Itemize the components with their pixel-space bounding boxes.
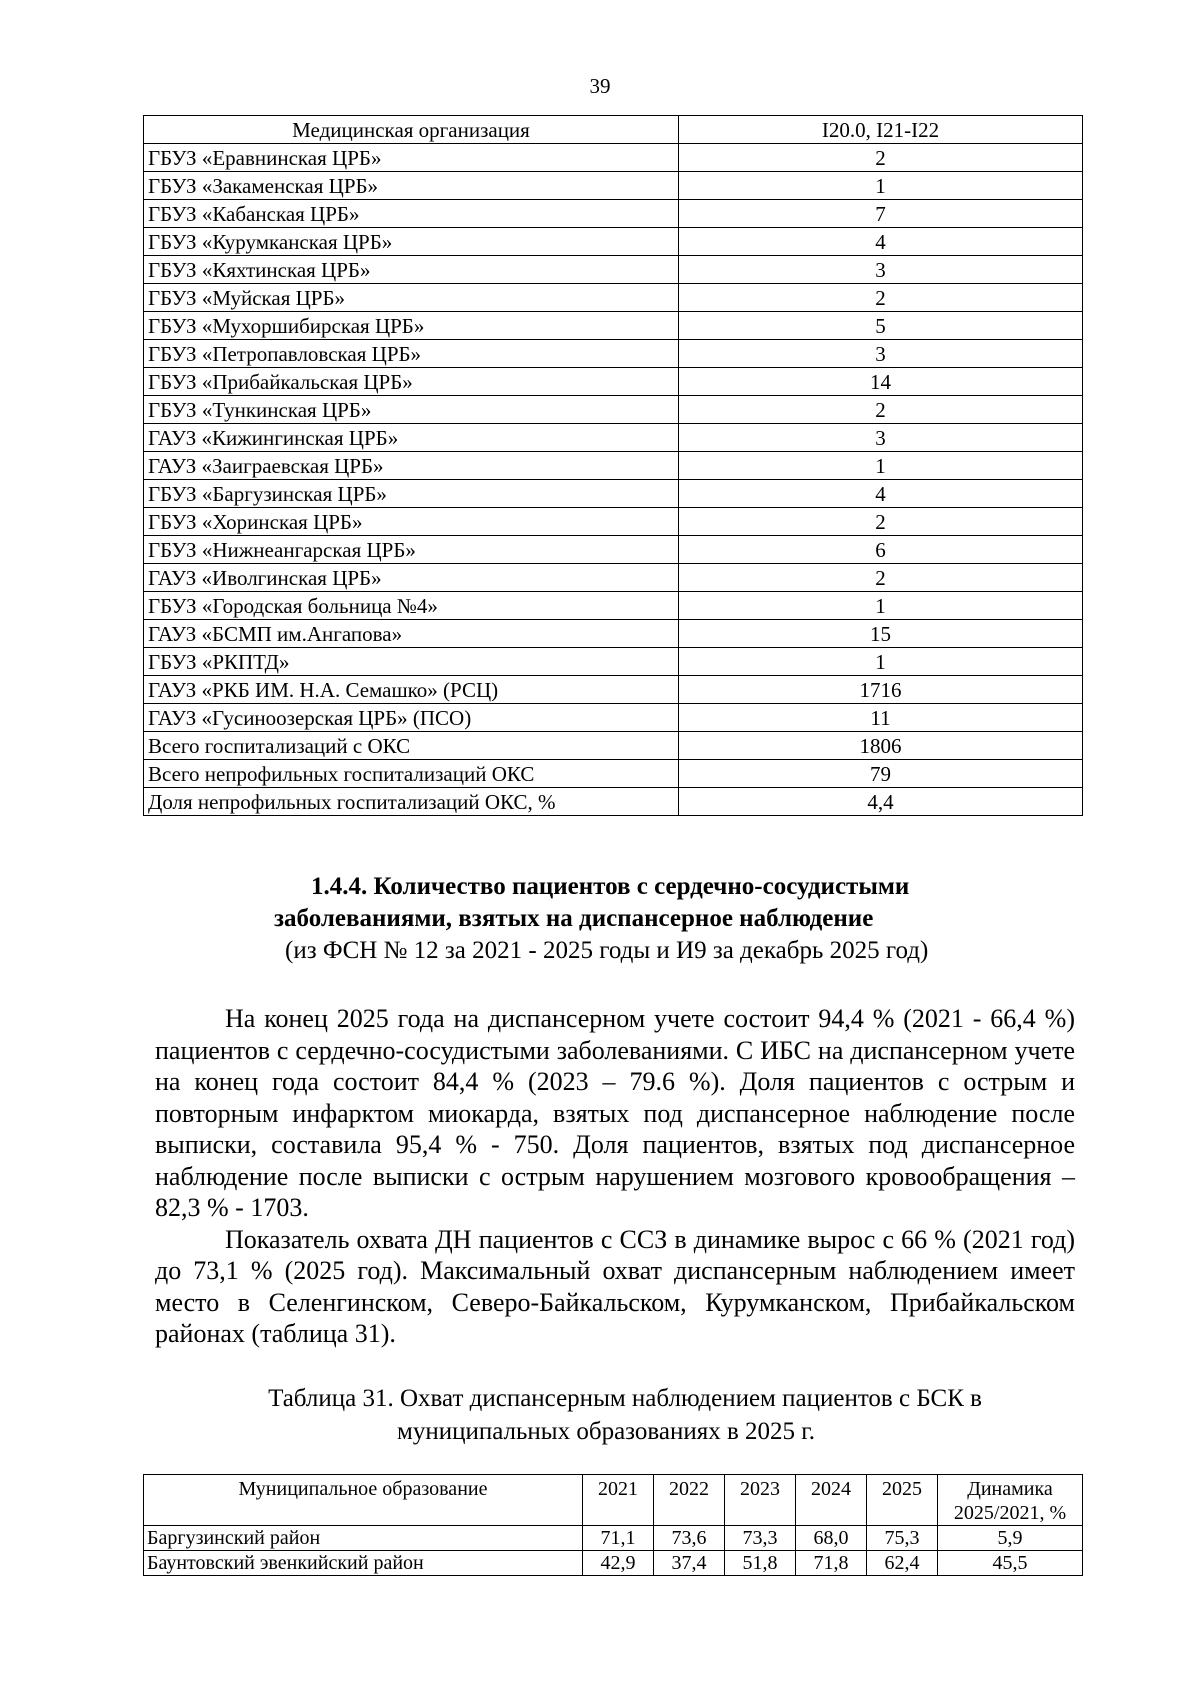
table-caption bbox=[0, 1382, 1200, 1448]
section-heading-line2: заболеваниями, взятых на диспансерное наблюдение bbox=[274, 905, 874, 932]
paragraph: Показатель охвата ДН пациентов с ССЗ в динамике вырос с 66 % (2021 год) до 73,1 % (2025 год). Максимальный охват диспансерным наблюдением имеет место в Селенгинском, Северо-Байкальском, Курумканском, Прибайкальском районах (таблица 31). bbox=[155, 1224, 1075, 1348]
table-row bbox=[144, 340, 1083, 368]
count-cell: 2 bbox=[679, 144, 1083, 172]
organization-cell: ГБУЗ «Кабанская ЦРБ» bbox=[144, 200, 679, 228]
count-cell: 4 bbox=[679, 228, 1083, 256]
table-caption-line2: муниципальных образованиях в 2025 г. bbox=[397, 1418, 815, 1445]
table-row bbox=[144, 1551, 1083, 1576]
count-cell: 3 bbox=[679, 340, 1083, 368]
page-number: 39 bbox=[589, 74, 611, 98]
column-header-organization: Медицинская организация bbox=[144, 116, 679, 144]
value-cell: 71,8 bbox=[796, 1551, 867, 1576]
column-header-2023: 2023 bbox=[725, 1475, 796, 1526]
value-cell: 71,1 bbox=[583, 1526, 654, 1551]
count-cell: 3 bbox=[679, 424, 1083, 452]
hospitalization-table bbox=[143, 115, 1083, 816]
table-row bbox=[144, 1526, 1083, 1551]
column-header-2024: 2024 bbox=[796, 1475, 867, 1526]
count-cell: 4 bbox=[679, 480, 1083, 508]
count-cell: 2 bbox=[679, 284, 1083, 312]
table-row bbox=[144, 396, 1083, 424]
table-row bbox=[144, 788, 1083, 816]
section-heading-line1: 1.4.4. Количество пациентов с сердечно-сосудистыми bbox=[311, 873, 910, 900]
count-cell: 2 bbox=[679, 396, 1083, 424]
organization-cell: ГБУЗ «Нижнеангарская ЦРБ» bbox=[144, 536, 679, 564]
column-header-2025: 2025 bbox=[867, 1475, 938, 1526]
municipality-cell: Баргузинский район bbox=[144, 1526, 583, 1551]
organization-cell: ГАУЗ «Иволгинская ЦРБ» bbox=[144, 564, 679, 592]
table-row bbox=[144, 228, 1083, 256]
count-cell: 14 bbox=[679, 368, 1083, 396]
table-row bbox=[144, 592, 1083, 620]
count-cell: 2 bbox=[679, 564, 1083, 592]
organization-cell: ГБУЗ «Тункинская ЦРБ» bbox=[144, 396, 679, 424]
paragraph: На конец 2025 года на диспансерном учете состоит 94,4 % (2021 - 66,4 %) пациентов с сердечно-сосудистыми заболеваниями. С ИБС на диспансерном учете на конец года состоит 84,4 % (2023 – 79.6 %). Доля пациентов с острым и повторным инфарктом миокарда, взятых под диспансерное наблюдение после выписки, составила 95,4 % - 750. Доля пациентов, взятых под диспансерное наблюдение после выписки с острым нарушением мозгового кровообращения – 82,3 % - 1703. bbox=[155, 1004, 1075, 1222]
count-cell: 1 bbox=[679, 172, 1083, 200]
count-cell: 1 bbox=[679, 648, 1083, 676]
table-row bbox=[144, 284, 1083, 312]
organization-cell: ГБУЗ «Еравнинская ЦРБ» bbox=[144, 144, 679, 172]
column-header-2022: 2022 bbox=[654, 1475, 725, 1526]
organization-cell: Доля непрофильных госпитализаций ОКС, % bbox=[144, 788, 679, 816]
organization-cell: ГБУЗ «Городская больница №4» bbox=[144, 592, 679, 620]
table-row bbox=[144, 620, 1083, 648]
table-row bbox=[144, 172, 1083, 200]
organization-cell: ГБУЗ «Курумканская ЦРБ» bbox=[144, 228, 679, 256]
organization-cell: ГАУЗ «Гусиноозерская ЦРБ» (ПСО) bbox=[144, 704, 679, 732]
table-row bbox=[144, 256, 1083, 284]
municipality-cell: Баунтовский эвенкийский район bbox=[144, 1551, 583, 1576]
table-row bbox=[144, 144, 1083, 172]
table-caption-line1: Таблица 31. Охват диспансерным наблюдением пациентов с БСК в bbox=[268, 1385, 982, 1412]
count-cell: 1 bbox=[679, 452, 1083, 480]
organization-cell: ГБУЗ «Хоринская ЦРБ» bbox=[144, 508, 679, 536]
organization-cell: ГБУЗ «Муйская ЦРБ» bbox=[144, 284, 679, 312]
table-row bbox=[144, 452, 1083, 480]
value-cell: 51,8 bbox=[725, 1551, 796, 1576]
column-header-2021: 2021 bbox=[583, 1475, 654, 1526]
organization-cell: ГБУЗ «Закаменская ЦРБ» bbox=[144, 172, 679, 200]
organization-cell: ГАУЗ «Кижингинская ЦРБ» bbox=[144, 424, 679, 452]
organization-cell: ГАУЗ «БСМП им.Ангапова» bbox=[144, 620, 679, 648]
table-row bbox=[144, 536, 1083, 564]
value-cell: 73,3 bbox=[725, 1526, 796, 1551]
organization-cell: ГБУЗ «Прибайкальская ЦРБ» bbox=[144, 368, 679, 396]
table-row bbox=[144, 704, 1083, 732]
table-row bbox=[144, 312, 1083, 340]
value-cell: 62,4 bbox=[867, 1551, 938, 1576]
value-cell: 42,9 bbox=[583, 1551, 654, 1576]
table-header-row bbox=[144, 1475, 1083, 1526]
count-cell: 1716 bbox=[679, 676, 1083, 704]
table-row bbox=[144, 424, 1083, 452]
value-cell: 73,6 bbox=[654, 1526, 725, 1551]
value-cell: 5,9 bbox=[938, 1526, 1083, 1551]
organization-cell: Всего непрофильных госпитализаций ОКС bbox=[144, 760, 679, 788]
count-cell: 15 bbox=[679, 620, 1083, 648]
organization-cell: Всего госпитализаций с ОКС bbox=[144, 732, 679, 760]
count-cell: 11 bbox=[679, 704, 1083, 732]
table-row bbox=[144, 760, 1083, 788]
table-row bbox=[144, 200, 1083, 228]
organization-cell: ГБУЗ «Петропавловская ЦРБ» bbox=[144, 340, 679, 368]
count-cell: 2 bbox=[679, 508, 1083, 536]
organization-cell: ГБУЗ «РКПТД» bbox=[144, 648, 679, 676]
table-row bbox=[144, 564, 1083, 592]
count-cell: 7 bbox=[679, 200, 1083, 228]
table-row bbox=[144, 676, 1083, 704]
table-row bbox=[144, 648, 1083, 676]
value-cell: 45,5 bbox=[938, 1551, 1083, 1576]
column-header-municipality: Муниципальное образование bbox=[144, 1475, 583, 1526]
value-cell: 75,3 bbox=[867, 1526, 938, 1551]
count-cell: 6 bbox=[679, 536, 1083, 564]
column-header-diagnosis-codes: I20.0, I21-I22 bbox=[679, 116, 1083, 144]
organization-cell: ГАУЗ «Заиграевская ЦРБ» bbox=[144, 452, 679, 480]
table-row bbox=[144, 508, 1083, 536]
table-row bbox=[144, 480, 1083, 508]
count-cell: 5 bbox=[679, 312, 1083, 340]
organization-cell: ГАУЗ «РКБ ИМ. Н.А. Семашко» (РСЦ) bbox=[144, 676, 679, 704]
table-header-row bbox=[144, 116, 1083, 144]
count-cell: 4,4 bbox=[679, 788, 1083, 816]
column-header-dynamics: Динамика 2025/2021, % bbox=[938, 1475, 1083, 1526]
table-row bbox=[144, 732, 1083, 760]
value-cell: 37,4 bbox=[654, 1551, 725, 1576]
coverage-table bbox=[143, 1474, 1083, 1576]
body-text bbox=[155, 1003, 1075, 1350]
organization-cell: ГБУЗ «Баргузинская ЦРБ» bbox=[144, 480, 679, 508]
section-subheading: (из ФСН № 12 за 2021 - 2025 годы и И9 за декабрь 2025 год) bbox=[285, 937, 929, 964]
count-cell: 1806 bbox=[679, 732, 1083, 760]
count-cell: 3 bbox=[679, 256, 1083, 284]
organization-cell: ГБУЗ «Мухоршибирская ЦРБ» bbox=[144, 312, 679, 340]
table-row bbox=[144, 368, 1083, 396]
count-cell: 1 bbox=[679, 592, 1083, 620]
organization-cell: ГБУЗ «Кяхтинская ЦРБ» bbox=[144, 256, 679, 284]
value-cell: 68,0 bbox=[796, 1526, 867, 1551]
count-cell: 79 bbox=[679, 760, 1083, 788]
